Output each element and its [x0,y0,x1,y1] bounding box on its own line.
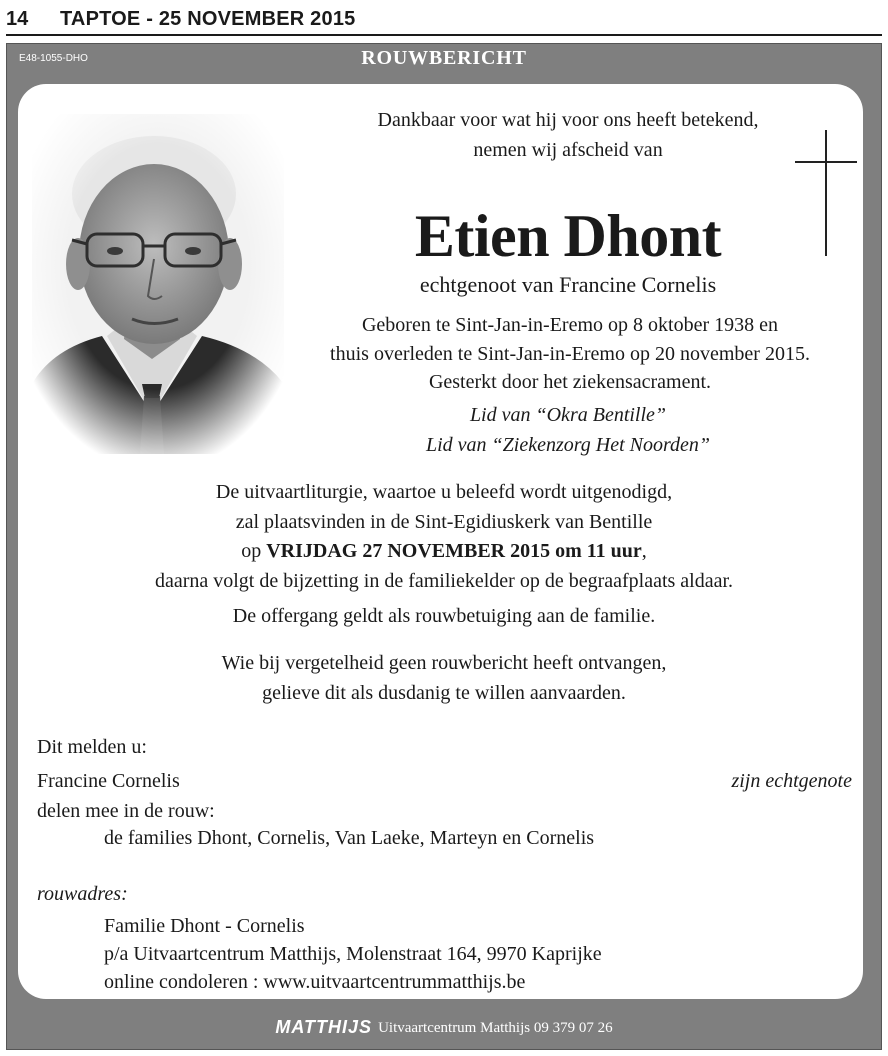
biography [280,311,860,397]
address-line: Familie Dhont - Cornelis [104,915,305,937]
funeral-home-logo: MATTHIJS [275,1017,373,1037]
intro-line: Dankbaar voor wat hij voor ons heeft betekend, [377,109,759,131]
informants-label: Dit melden u: [37,736,147,758]
condolence-link[interactable]: online condoleren : www.uitvaartcentrummatthijs.be [104,971,526,993]
intro-text [318,105,818,165]
section-title: ROUWBERICHT [361,47,527,69]
intro-line: nemen wij afscheid van [473,139,663,161]
funeral-line: De uitvaartliturgie, waartoe u beleefd wordt uitgenodigd, [215,481,673,503]
cross-symbol-vertical [825,130,827,256]
families-list: de families Dhont, Cornelis, Van Laeke, Marteyn en Cornelis [104,827,595,849]
offering-note: De offergang geldt als rouwbetuiging aan de familie. [232,605,656,627]
bio-line: Gesterkt door het ziekensacrament. [428,371,712,393]
funeral-date: VRIJDAG 27 NOVEMBER 2015 om 11 uur [266,540,642,562]
publication-title: TAPTOE - 25 NOVEMBER 2015 [60,8,356,30]
funeral-details [18,478,870,596]
funeral-line: daarna volgt de bijzetting in de familiekelder op de begraafplaats aldaar. [154,569,734,592]
header-divider [6,34,882,36]
funeral-line: zal plaatsvinden in de Sint-Egidiuskerk van Bentille [235,510,653,533]
page-header [6,6,882,32]
spouse-relation: zijn echtgenote [731,770,852,792]
funeral-home-footer [0,1017,888,1038]
portrait-photo [32,114,284,454]
funeral-date-suffix: , [641,540,647,562]
membership-line: Lid van “Ziekenzorg Het Noorden” [425,433,711,456]
spouse-line: echtgenoot van Francine Cornelis [419,272,717,297]
ad-code: E48-1055-DHO [19,53,88,64]
funeral-date-prefix: op [241,540,267,562]
spouse-name: Francine Cornelis [37,770,180,792]
membership-line: Lid van “Okra Bentille” [469,404,667,426]
share-label: delen mee in de rouw: [37,800,215,822]
notice-line: Wie bij vergetelheid geen rouwbericht heeft ontvangen, [221,652,667,674]
bio-line: thuis overleden te Sint-Jan-in-Eremo op 20 november 2015. [330,342,810,365]
address-label: rouwadres: [37,883,128,905]
forgot-notice [18,649,870,708]
funeral-home-contact: Uitvaartcentrum Matthijs 09 379 07 26 [378,1020,613,1036]
address-line: p/a Uitvaartcentrum Matthijs, Molenstraat 164, 9970 Kaprijke [104,943,602,965]
notice-line: gelieve dit als dusdanig te willen aanvaarden. [262,681,626,704]
funeral-date-line [18,537,870,567]
bio-line: Geboren te Sint-Jan-in-Eremo op 8 oktober 1938 en [361,314,778,336]
mourning-address [104,912,602,996]
page-number: 14 [6,8,29,30]
memberships [318,401,818,460]
deceased-name: Etien Dhont [414,203,722,269]
